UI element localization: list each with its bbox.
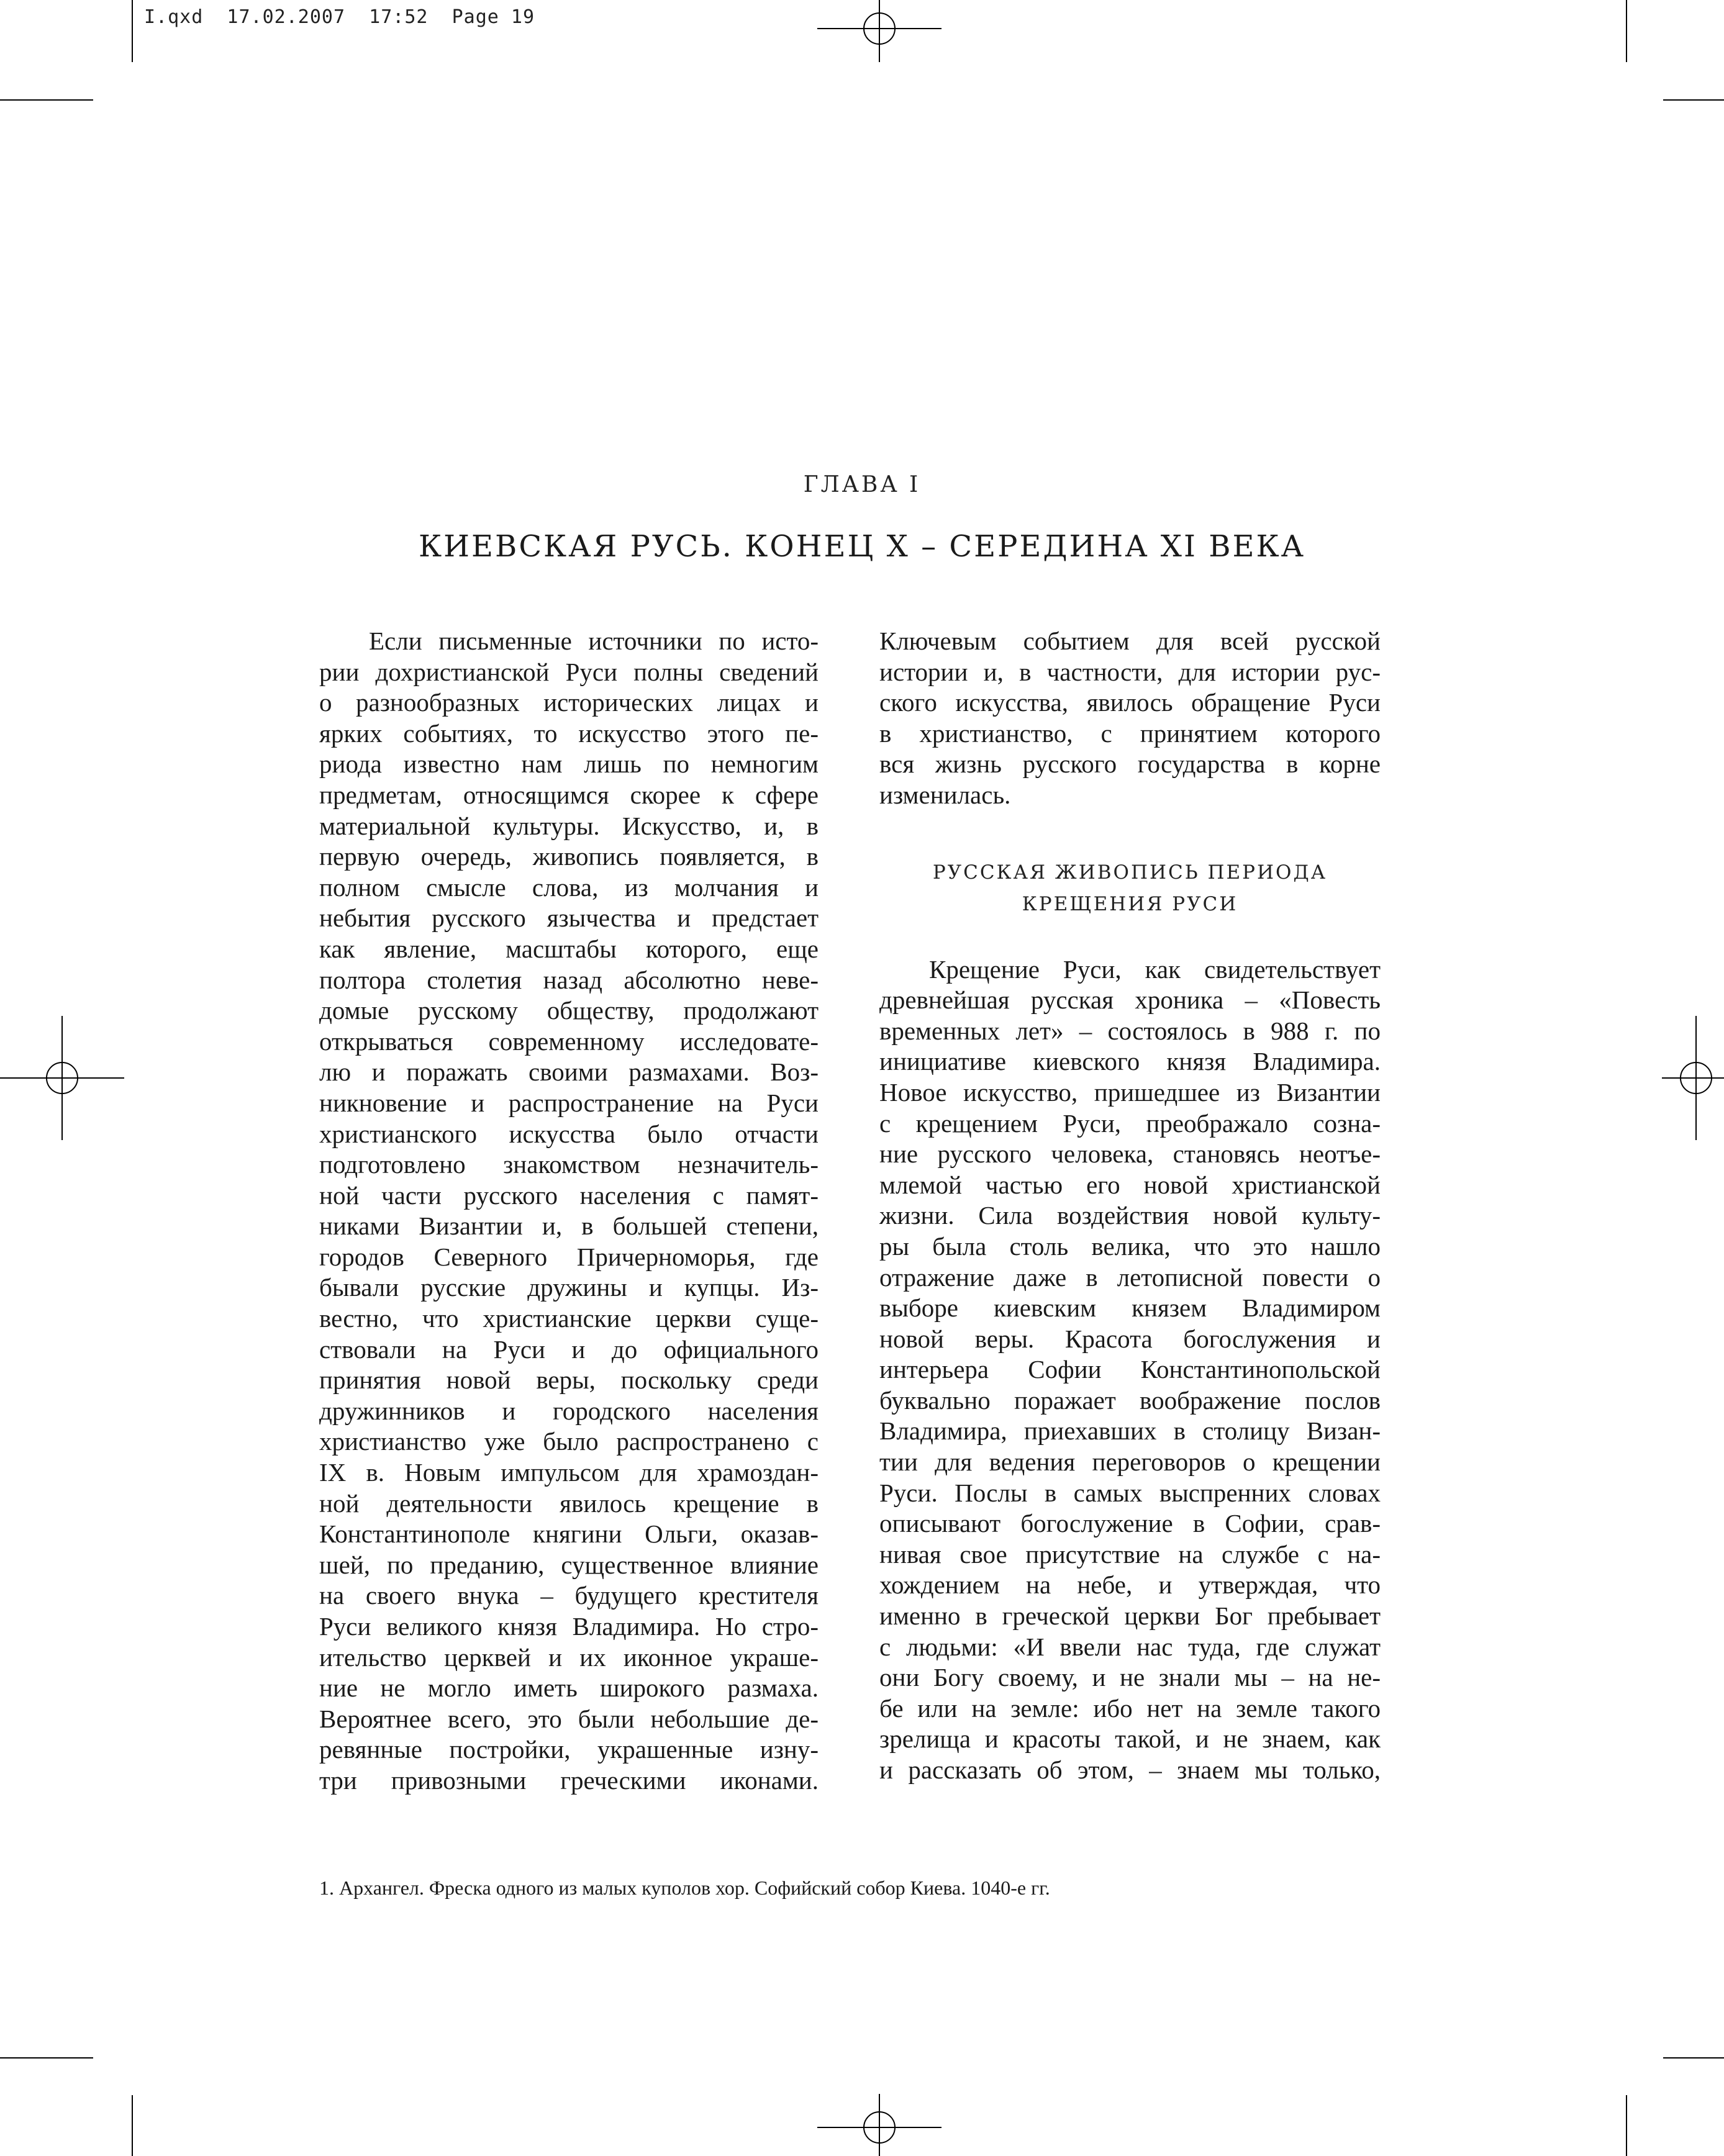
text-line: вся жизнь русского государства в корне: [879, 750, 1381, 779]
text-line: зрелища и красоты такой, и не знаем, как: [879, 1724, 1381, 1754]
text-line: они Богу своему, и не знали мы – на не-: [879, 1663, 1381, 1692]
text-line: Вероятнее всего, это были небольшие де-: [319, 1704, 819, 1733]
text-line: Если письменные источники по исто-: [369, 627, 819, 655]
text-line: никновение и распространение на Руси: [319, 1088, 819, 1117]
crop-mark-top-left-horizontal: [0, 99, 93, 101]
text-line: IX в. Новым импульсом для храмоздан-: [319, 1458, 819, 1487]
text-line: городов Северного Причерноморья, где: [319, 1242, 819, 1271]
crop-mark-bottom-right-vertical: [1626, 2095, 1627, 2156]
text-line: в христианство, с принятием которого: [879, 718, 1381, 748]
text-line: описывают богослужение в Софии, срав-: [879, 1509, 1381, 1538]
figure-caption: 1. Архангел. Фреска одного из малых куполов хор. Софийский собор Киева. 1040-е гг.: [319, 1877, 1050, 1899]
text-line: с крещением Руси, преображало созна-: [879, 1108, 1381, 1138]
text-line: бывали русские дружины и купцы. Из-: [319, 1273, 819, 1302]
section-heading-line: РУССКАЯ ЖИВОПИСЬ ПЕРИОДА: [932, 861, 1328, 884]
right-column-body: [879, 954, 1381, 1786]
text-line: материальной культуры. Искусство, и, в: [319, 811, 819, 840]
registration-mark-bottom: [817, 2094, 941, 2156]
text-line: буквально поражает воображение послов: [879, 1385, 1381, 1415]
text-line: как явление, масштабы которого, еще: [319, 934, 819, 963]
text-line: вестно, что христианские церкви суще-: [319, 1304, 819, 1333]
text-line: ние не могло иметь широкого размаха.: [319, 1674, 819, 1703]
section-heading-line: КРЕЩЕНИЯ РУСИ: [1022, 892, 1238, 915]
text-line: тии для ведения переговоров о крещении: [879, 1447, 1381, 1477]
text-line: христианского искусства было отчасти: [319, 1119, 819, 1148]
text-line: принятия новой веры, поскольку среди: [319, 1366, 819, 1395]
text-line: ревянные постройки, украшенные изну-: [319, 1735, 819, 1764]
text-line: предметам, относящимся скорее к сфере: [319, 780, 819, 809]
text-line: полтора столетия назад абсолютно неве-: [319, 965, 819, 994]
text-line: новой веры. Красота богослужения и: [879, 1324, 1381, 1353]
text-line: три привозными греческими иконами.: [319, 1765, 819, 1795]
text-line: древнейшая русская хроника – «Повесть: [879, 985, 1381, 1015]
text-line: и рассказать об этом, – знаем мы только,: [879, 1755, 1381, 1784]
text-line: Руси. Послы в самых выспренних словах: [879, 1478, 1381, 1507]
text-line: выборе киевским князем Владимиром: [879, 1293, 1381, 1323]
text-line: бе или на земле: ибо нет на земле такого: [879, 1693, 1381, 1723]
text-line: хождением на небе, и утверждая, что: [879, 1570, 1381, 1600]
text-line: подготовлено знакомством незначитель-: [319, 1150, 819, 1179]
text-line: о разнообразных исторических лицах и: [319, 688, 819, 717]
registration-mark-top: [817, 0, 941, 62]
registration-mark-right: [1662, 1016, 1724, 1140]
text-line: Крещение Руси, как свидетельствует: [929, 954, 1381, 984]
chapter-title: КИЕВСКАЯ РУСЬ. КОНЕЦ X – СЕРЕДИНА XI ВЕКА: [419, 529, 1305, 564]
text-line: Константинополе княгини Ольги, оказав-: [319, 1520, 819, 1549]
text-line: отражение даже в летописной повести о: [879, 1262, 1381, 1292]
crop-mark-top-left-vertical: [132, 0, 133, 62]
text-line: небытия русского язычества и предстает: [319, 904, 819, 933]
crop-mark-top-right-vertical: [1626, 0, 1627, 62]
text-line: ствовали на Руси и до официального: [319, 1334, 819, 1364]
text-line: ры была столь велика, что это нашло: [879, 1231, 1381, 1261]
text-line: шей, по преданию, существенное влияние: [319, 1550, 819, 1579]
text-line: инициативе киевского князя Владимира.: [879, 1047, 1381, 1076]
text-line: на своего внука – будущего крестителя: [319, 1581, 819, 1610]
text-line: домые русскому обществу, продолжают: [319, 996, 819, 1025]
text-line: дружинников и городского населения: [319, 1396, 819, 1425]
right-column: [879, 626, 1381, 1786]
text-line: ярких событиях, то искусство этого пе-: [319, 718, 819, 748]
right-column-intro: [879, 626, 1381, 811]
text-line: нивая свое присутствие на службе с на-: [879, 1539, 1381, 1569]
chapter-label: ГЛАВА I: [803, 472, 921, 497]
crop-mark-top-right-horizontal: [1663, 99, 1724, 101]
section-heading: [879, 857, 1381, 920]
text-line: именно в греческой церкви Бог пребывает: [879, 1601, 1381, 1631]
text-line: Руси великого князя Владимира. Но стро-: [319, 1612, 819, 1641]
print-slug: I.qxd 17.02.2007 17:52 Page 19: [144, 6, 535, 28]
text-line: с людьми: «И ввели нас туда, где служат: [879, 1632, 1381, 1661]
text-line: ние русского человека, становясь неотъе-: [879, 1139, 1381, 1169]
text-line: жизни. Сила воздействия новой культу-: [879, 1201, 1381, 1230]
text-line: риода известно нам лишь по немногим: [319, 750, 819, 779]
crop-mark-bottom-left-vertical: [132, 2095, 133, 2156]
text-line: ского искусства, явилось обращение Руси: [879, 688, 1381, 717]
text-line: никами Византии и, в большей степени,: [319, 1212, 819, 1241]
text-line: полном смысле слова, из молчания и: [319, 872, 819, 902]
text-line: интерьера Софии Константинопольской: [879, 1355, 1381, 1384]
text-line: ной части русского населения с памят-: [319, 1180, 819, 1210]
text-line: Владимира, приехавших в столицу Визан-: [879, 1416, 1381, 1446]
text-line: временных лет» – состоялось в 988 г. по: [879, 1016, 1381, 1045]
text-line: открываться современному исследовате-: [319, 1026, 819, 1056]
text-line: лю и поражать своими размахами. Воз-: [319, 1058, 819, 1087]
registration-mark-left: [0, 1016, 124, 1140]
text-line: истории и, в частности, для истории рус-: [879, 657, 1381, 686]
text-line: ной деятельности явилось крещение в: [319, 1488, 819, 1518]
left-column: [319, 626, 819, 1796]
text-line: Ключевым событием для всей русской: [879, 627, 1381, 655]
text-line: первую очередь, живопись появляется, в: [319, 842, 819, 871]
crop-mark-bottom-left-horizontal: [0, 2057, 93, 2059]
text-line: млемой частью его новой христианской: [879, 1170, 1381, 1199]
text-line: изменилась.: [879, 780, 1011, 809]
crop-mark-bottom-right-horizontal: [1663, 2057, 1724, 2059]
text-line: христианство уже было распространено с: [319, 1427, 819, 1456]
text-line: ительство церквей и их иконное украше-: [319, 1642, 819, 1672]
text-line: рии дохристианской Руси полны сведений: [319, 657, 819, 686]
text-line: Новое искусство, пришедшее из Византии: [879, 1077, 1381, 1107]
